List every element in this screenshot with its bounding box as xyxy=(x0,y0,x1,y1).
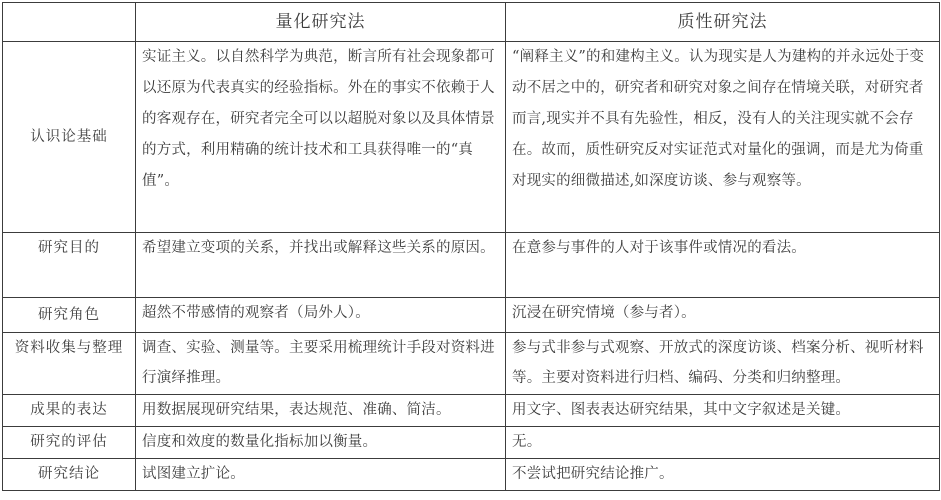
row-label: 认识论基础 xyxy=(3,42,136,233)
row-label: 研究结论 xyxy=(3,459,136,491)
row-label: 研究角色 xyxy=(3,298,136,333)
quantitative-cell: 用数据展现研究结果，表达规范、准确、简洁。 xyxy=(136,395,506,427)
row-label: 研究的评估 xyxy=(3,427,136,459)
header-corner-cell xyxy=(3,3,136,42)
quantitative-cell: 信度和效度的数量化指标加以衡量。 xyxy=(136,427,506,459)
quantitative-cell: 超然不带感情的观察者（局外人）。 xyxy=(136,298,506,333)
row-label: 成果的表达 xyxy=(3,395,136,427)
qualitative-cell: 参与式非参与式观察、开放式的深度访谈、档案分析、视听材料等。主要对资料进行归档、编码、分类和归纳整理。 xyxy=(506,333,940,395)
qualitative-cell: 无。 xyxy=(506,427,940,459)
table-row xyxy=(3,298,940,333)
table-row xyxy=(3,459,940,491)
quantitative-cell: 试图建立扩论。 xyxy=(136,459,506,491)
row-label: 研究目的 xyxy=(3,233,136,298)
quantitative-cell: 调查、实验、测量等。主要采用梳理统计手段对资料进行演绎推理。 xyxy=(136,333,506,395)
header-row xyxy=(3,3,940,42)
quantitative-cell: 实证主义。以自然科学为典范，断言所有社会现象都可以还原为代表真实的经验指标。外在的事实不依赖于人的客观存在，研究者完全可以以超脱对象以及具体情景的方式，利用精确的统计技术和工具获得唯一的“真值”。 xyxy=(136,42,506,233)
table-row xyxy=(3,233,940,298)
header-quantitative: 量化研究法 xyxy=(136,3,506,42)
qualitative-cell: 用文字、图表表达研究结果，其中文字叙述是关键。 xyxy=(506,395,940,427)
comparison-table xyxy=(2,2,940,491)
table-row xyxy=(3,427,940,459)
qualitative-cell: 沉浸在研究情境（参与者）。 xyxy=(506,298,940,333)
table-row xyxy=(3,42,940,233)
table-row xyxy=(3,333,940,395)
qualitative-cell: “阐释主义”的和建构主义。认为现实是人为建构的并永远处于变动不居之中的，研究者和研究对象之间存在情境关联，对研究者而言,现实并不具有先验性，相反，没有人的关注现实就不会存在。故而，质性研究反对实证范式对量化的强调，而是尤为倚重对现实的细微描述,如深度访谈、参与观察等。 xyxy=(506,42,940,233)
qualitative-cell: 在意参与事件的人对于该事件或情况的看法。 xyxy=(506,233,940,298)
header-qualitative: 质性研究法 xyxy=(506,3,940,42)
table-row xyxy=(3,395,940,427)
row-label: 资料收集与整理 xyxy=(3,333,136,395)
quantitative-cell: 希望建立变项的关系，并找出或解释这些关系的原因。 xyxy=(136,233,506,298)
qualitative-cell: 不尝试把研究结论推广。 xyxy=(506,459,940,491)
